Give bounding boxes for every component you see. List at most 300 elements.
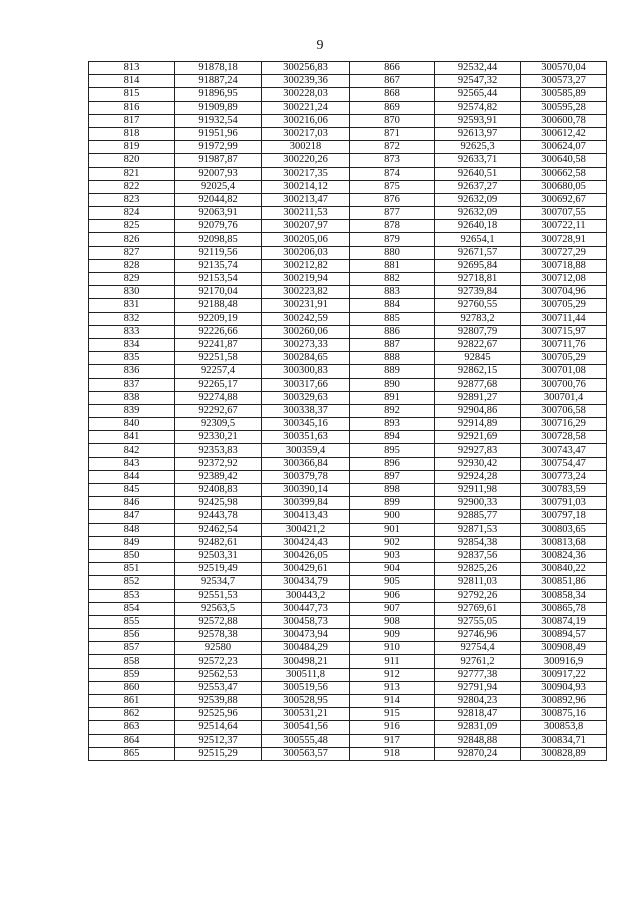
x-coordinate-cell: 92547,32 (435, 75, 521, 88)
y-coordinate-cell: 300528,95 (262, 695, 350, 708)
point-number-cell: 856 (89, 629, 175, 642)
y-coordinate-cell: 300612,42 (521, 127, 607, 140)
page-number: 9 (316, 38, 324, 53)
y-coordinate-cell: 300458,73 (262, 615, 350, 628)
table-row (89, 642, 607, 655)
y-coordinate-cell: 300421,2 (262, 523, 350, 536)
x-coordinate-cell: 92746,96 (435, 629, 521, 642)
y-coordinate-cell: 300840,22 (521, 563, 607, 576)
point-number-cell: 831 (89, 299, 175, 312)
x-coordinate-cell: 91896,95 (175, 88, 262, 101)
y-coordinate-cell: 300705,29 (521, 352, 607, 365)
x-coordinate-cell: 92563,5 (175, 602, 262, 615)
point-number-cell: 894 (350, 431, 435, 444)
point-number-cell: 819 (89, 141, 175, 154)
table-row (89, 404, 607, 417)
x-coordinate-cell: 92519,49 (175, 563, 262, 576)
point-number-cell: 893 (350, 418, 435, 431)
x-coordinate-cell: 92911,98 (435, 484, 521, 497)
x-coordinate-cell: 92098,85 (175, 233, 262, 246)
y-coordinate-cell: 300484,29 (262, 642, 350, 655)
point-number-cell: 865 (89, 747, 175, 760)
y-coordinate-cell: 300716,29 (521, 418, 607, 431)
point-number-cell: 840 (89, 418, 175, 431)
x-coordinate-cell: 92226,66 (175, 325, 262, 338)
x-coordinate-cell: 92831,09 (435, 721, 521, 734)
x-coordinate-cell: 92425,98 (175, 497, 262, 510)
x-coordinate-cell: 91909,89 (175, 101, 262, 114)
x-coordinate-cell: 92372,92 (175, 457, 262, 470)
y-coordinate-cell: 300300,83 (262, 365, 350, 378)
x-coordinate-cell: 92578,38 (175, 629, 262, 642)
table-row (89, 734, 607, 747)
table-row (89, 286, 607, 299)
table-row (89, 484, 607, 497)
x-coordinate-cell: 92769,61 (435, 602, 521, 615)
x-coordinate-cell: 92241,87 (175, 338, 262, 351)
x-coordinate-cell: 91932,54 (175, 114, 262, 127)
point-number-cell: 853 (89, 589, 175, 602)
x-coordinate-cell: 92274,88 (175, 391, 262, 404)
point-number-cell: 874 (350, 167, 435, 180)
point-number-cell: 913 (350, 681, 435, 694)
point-number-cell: 899 (350, 497, 435, 510)
y-coordinate-cell: 300207,97 (262, 220, 350, 233)
y-coordinate-cell: 300498,21 (262, 655, 350, 668)
table-row (89, 352, 607, 365)
point-number-cell: 857 (89, 642, 175, 655)
x-coordinate-cell: 92553,47 (175, 681, 262, 694)
point-number-cell: 895 (350, 444, 435, 457)
point-number-cell: 867 (350, 75, 435, 88)
table-row (89, 101, 607, 114)
table-row (89, 273, 607, 286)
y-coordinate-cell: 300711,76 (521, 338, 607, 351)
point-number-cell: 878 (350, 220, 435, 233)
x-coordinate-cell: 92792,26 (435, 589, 521, 602)
x-coordinate-cell: 92572,23 (175, 655, 262, 668)
point-number-cell: 868 (350, 88, 435, 101)
table-row (89, 325, 607, 338)
x-coordinate-cell: 92891,27 (435, 391, 521, 404)
y-coordinate-cell: 300213,47 (262, 193, 350, 206)
y-coordinate-cell: 300743,47 (521, 444, 607, 457)
y-coordinate-cell: 300218 (262, 141, 350, 154)
y-coordinate-cell: 300715,97 (521, 325, 607, 338)
x-coordinate-cell: 92353,83 (175, 444, 262, 457)
x-coordinate-cell: 92551,53 (175, 589, 262, 602)
x-coordinate-cell: 92153,54 (175, 273, 262, 286)
y-coordinate-cell: 300399,84 (262, 497, 350, 510)
point-number-cell: 826 (89, 233, 175, 246)
table-row (89, 721, 607, 734)
x-coordinate-cell: 92877,68 (435, 378, 521, 391)
y-coordinate-cell: 300239,36 (262, 75, 350, 88)
y-coordinate-cell: 300754,47 (521, 457, 607, 470)
table-row (89, 549, 607, 562)
y-coordinate-cell: 300379,78 (262, 470, 350, 483)
x-coordinate-cell: 92848,88 (435, 734, 521, 747)
point-number-cell: 897 (350, 470, 435, 483)
point-number-cell: 814 (89, 75, 175, 88)
y-coordinate-cell: 300273,33 (262, 338, 350, 351)
y-coordinate-cell: 300211,53 (262, 207, 350, 220)
point-number-cell: 883 (350, 286, 435, 299)
table-row (89, 470, 607, 483)
point-number-cell: 877 (350, 207, 435, 220)
y-coordinate-cell: 300214,12 (262, 180, 350, 193)
x-coordinate-cell: 92921,69 (435, 431, 521, 444)
y-coordinate-cell: 300791,03 (521, 497, 607, 510)
x-coordinate-cell: 92695,84 (435, 259, 521, 272)
point-number-cell: 824 (89, 207, 175, 220)
point-number-cell: 907 (350, 602, 435, 615)
point-number-cell: 816 (89, 101, 175, 114)
x-coordinate-cell: 92811,03 (435, 576, 521, 589)
point-number-cell: 829 (89, 273, 175, 286)
point-number-cell: 861 (89, 695, 175, 708)
y-coordinate-cell: 300707,55 (521, 207, 607, 220)
y-coordinate-cell: 300424,43 (262, 536, 350, 549)
point-number-cell: 903 (350, 549, 435, 562)
y-coordinate-cell: 300813,68 (521, 536, 607, 549)
y-coordinate-cell: 300834,71 (521, 734, 607, 747)
y-coordinate-cell: 300221,24 (262, 101, 350, 114)
x-coordinate-cell: 92539,88 (175, 695, 262, 708)
point-number-cell: 817 (89, 114, 175, 127)
x-coordinate-cell: 92862,15 (435, 365, 521, 378)
x-coordinate-cell: 92671,57 (435, 246, 521, 259)
y-coordinate-cell: 300892,96 (521, 695, 607, 708)
point-number-cell: 821 (89, 167, 175, 180)
table-row (89, 180, 607, 193)
y-coordinate-cell: 300917,22 (521, 668, 607, 681)
x-coordinate-cell: 92170,04 (175, 286, 262, 299)
y-coordinate-cell: 300447,73 (262, 602, 350, 615)
y-coordinate-cell: 300443,2 (262, 589, 350, 602)
x-coordinate-cell: 92389,42 (175, 470, 262, 483)
table-row (89, 193, 607, 206)
x-coordinate-cell: 92885,77 (435, 510, 521, 523)
point-number-cell: 882 (350, 273, 435, 286)
point-number-cell: 863 (89, 721, 175, 734)
table-row (89, 207, 607, 220)
point-number-cell: 915 (350, 708, 435, 721)
point-number-cell: 851 (89, 563, 175, 576)
x-coordinate-cell: 92482,61 (175, 536, 262, 549)
table-row (89, 378, 607, 391)
point-number-cell: 898 (350, 484, 435, 497)
table-row (89, 391, 607, 404)
y-coordinate-cell: 300531,21 (262, 708, 350, 721)
y-coordinate-cell: 300824,36 (521, 549, 607, 562)
point-number-cell: 835 (89, 352, 175, 365)
y-coordinate-cell: 300511,8 (262, 668, 350, 681)
point-number-cell: 892 (350, 404, 435, 417)
y-coordinate-cell: 300317,66 (262, 378, 350, 391)
table-row (89, 338, 607, 351)
y-coordinate-cell: 300701,4 (521, 391, 607, 404)
point-number-cell: 876 (350, 193, 435, 206)
y-coordinate-cell: 300570,04 (521, 62, 607, 75)
y-coordinate-cell: 300366,84 (262, 457, 350, 470)
point-number-cell: 822 (89, 180, 175, 193)
point-number-cell: 896 (350, 457, 435, 470)
point-number-cell: 889 (350, 365, 435, 378)
y-coordinate-cell: 300541,56 (262, 721, 350, 734)
x-coordinate-cell: 91987,87 (175, 154, 262, 167)
coordinates-table (88, 61, 607, 761)
point-number-cell: 905 (350, 576, 435, 589)
x-coordinate-cell: 91972,99 (175, 141, 262, 154)
point-number-cell: 918 (350, 747, 435, 760)
y-coordinate-cell: 300242,59 (262, 312, 350, 325)
x-coordinate-cell: 92640,51 (435, 167, 521, 180)
point-number-cell: 904 (350, 563, 435, 576)
table-row (89, 655, 607, 668)
point-number-cell: 815 (89, 88, 175, 101)
y-coordinate-cell: 300573,27 (521, 75, 607, 88)
y-coordinate-cell: 300692,67 (521, 193, 607, 206)
x-coordinate-cell: 92462,54 (175, 523, 262, 536)
x-coordinate-cell: 92079,76 (175, 220, 262, 233)
y-coordinate-cell: 300700,76 (521, 378, 607, 391)
y-coordinate-cell: 300783,59 (521, 484, 607, 497)
point-number-cell: 885 (350, 312, 435, 325)
y-coordinate-cell: 300212,82 (262, 259, 350, 272)
table-row (89, 62, 607, 75)
y-coordinate-cell: 300640,58 (521, 154, 607, 167)
x-coordinate-cell: 92754,4 (435, 642, 521, 655)
table-row (89, 615, 607, 628)
x-coordinate-cell: 92209,19 (175, 312, 262, 325)
table-row (89, 88, 607, 101)
x-coordinate-cell: 92574,82 (435, 101, 521, 114)
point-number-cell: 858 (89, 655, 175, 668)
table-row (89, 299, 607, 312)
x-coordinate-cell: 92640,18 (435, 220, 521, 233)
y-coordinate-cell: 300712,08 (521, 273, 607, 286)
table-row (89, 510, 607, 523)
x-coordinate-cell: 92904,86 (435, 404, 521, 417)
point-number-cell: 911 (350, 655, 435, 668)
x-coordinate-cell: 92791,94 (435, 681, 521, 694)
x-coordinate-cell: 92783,2 (435, 312, 521, 325)
x-coordinate-cell: 91951,96 (175, 127, 262, 140)
x-coordinate-cell: 92632,09 (435, 207, 521, 220)
y-coordinate-cell: 300680,05 (521, 180, 607, 193)
x-coordinate-cell: 92514,64 (175, 721, 262, 734)
y-coordinate-cell: 300704,96 (521, 286, 607, 299)
point-number-cell: 873 (350, 154, 435, 167)
x-coordinate-cell: 92818,47 (435, 708, 521, 721)
x-coordinate-cell: 92532,44 (435, 62, 521, 75)
point-number-cell: 902 (350, 536, 435, 549)
y-coordinate-cell: 300705,29 (521, 299, 607, 312)
table-row (89, 418, 607, 431)
x-coordinate-cell: 92927,83 (435, 444, 521, 457)
x-coordinate-cell: 92007,93 (175, 167, 262, 180)
y-coordinate-cell: 300359,4 (262, 444, 350, 457)
x-coordinate-cell: 92914,89 (435, 418, 521, 431)
y-coordinate-cell: 300908,49 (521, 642, 607, 655)
y-coordinate-cell: 300231,91 (262, 299, 350, 312)
x-coordinate-cell: 92515,29 (175, 747, 262, 760)
point-number-cell: 855 (89, 615, 175, 628)
x-coordinate-cell: 92871,53 (435, 523, 521, 536)
table-row (89, 708, 607, 721)
point-number-cell: 910 (350, 642, 435, 655)
y-coordinate-cell: 300718,88 (521, 259, 607, 272)
x-coordinate-cell: 92633,71 (435, 154, 521, 167)
x-coordinate-cell: 92265,17 (175, 378, 262, 391)
x-coordinate-cell: 92565,44 (435, 88, 521, 101)
y-coordinate-cell: 300519,56 (262, 681, 350, 694)
y-coordinate-cell: 300828,89 (521, 747, 607, 760)
y-coordinate-cell: 300773,24 (521, 470, 607, 483)
x-coordinate-cell: 92637,27 (435, 180, 521, 193)
x-coordinate-cell: 91878,18 (175, 62, 262, 75)
y-coordinate-cell: 300728,58 (521, 431, 607, 444)
y-coordinate-cell: 300434,79 (262, 576, 350, 589)
point-number-cell: 879 (350, 233, 435, 246)
table-row (89, 497, 607, 510)
point-number-cell: 866 (350, 62, 435, 75)
x-coordinate-cell: 92822,67 (435, 338, 521, 351)
x-coordinate-cell: 92761,2 (435, 655, 521, 668)
table-row (89, 141, 607, 154)
table-row (89, 365, 607, 378)
x-coordinate-cell: 92718,81 (435, 273, 521, 286)
x-coordinate-cell: 92572,88 (175, 615, 262, 628)
point-number-cell: 833 (89, 325, 175, 338)
point-number-cell: 859 (89, 668, 175, 681)
table-row (89, 233, 607, 246)
table-row (89, 589, 607, 602)
table-row (89, 681, 607, 694)
x-coordinate-cell: 92755,05 (435, 615, 521, 628)
x-coordinate-cell: 92562,53 (175, 668, 262, 681)
point-number-cell: 852 (89, 576, 175, 589)
point-number-cell: 881 (350, 259, 435, 272)
y-coordinate-cell: 300728,91 (521, 233, 607, 246)
table-row (89, 431, 607, 444)
point-number-cell: 891 (350, 391, 435, 404)
y-coordinate-cell: 300217,03 (262, 127, 350, 140)
table-row (89, 127, 607, 140)
y-coordinate-cell: 300865,78 (521, 602, 607, 615)
y-coordinate-cell: 300624,07 (521, 141, 607, 154)
y-coordinate-cell: 300351,63 (262, 431, 350, 444)
point-number-cell: 849 (89, 536, 175, 549)
point-number-cell: 850 (89, 549, 175, 562)
point-number-cell: 825 (89, 220, 175, 233)
point-number-cell: 823 (89, 193, 175, 206)
point-number-cell: 813 (89, 62, 175, 75)
y-coordinate-cell: 300284,65 (262, 352, 350, 365)
point-number-cell: 875 (350, 180, 435, 193)
y-coordinate-cell: 300205,06 (262, 233, 350, 246)
point-number-cell: 871 (350, 127, 435, 140)
x-coordinate-cell: 92408,83 (175, 484, 262, 497)
y-coordinate-cell: 300413,43 (262, 510, 350, 523)
x-coordinate-cell: 92135,74 (175, 259, 262, 272)
point-number-cell: 837 (89, 378, 175, 391)
x-coordinate-cell: 92534,7 (175, 576, 262, 589)
y-coordinate-cell: 300219,94 (262, 273, 350, 286)
y-coordinate-cell: 300904,93 (521, 681, 607, 694)
point-number-cell: 834 (89, 338, 175, 351)
x-coordinate-cell: 92777,38 (435, 668, 521, 681)
point-number-cell: 818 (89, 127, 175, 140)
table-row (89, 75, 607, 88)
table-row (89, 668, 607, 681)
point-number-cell: 901 (350, 523, 435, 536)
x-coordinate-cell: 92924,28 (435, 470, 521, 483)
x-coordinate-cell: 92807,79 (435, 325, 521, 338)
point-number-cell: 887 (350, 338, 435, 351)
point-number-cell: 844 (89, 470, 175, 483)
table-row (89, 576, 607, 589)
x-coordinate-cell: 92837,56 (435, 549, 521, 562)
y-coordinate-cell: 300600,78 (521, 114, 607, 127)
point-number-cell: 838 (89, 391, 175, 404)
y-coordinate-cell: 300585,89 (521, 88, 607, 101)
y-coordinate-cell: 300329,63 (262, 391, 350, 404)
y-coordinate-cell: 300662,58 (521, 167, 607, 180)
x-coordinate-cell: 92739,84 (435, 286, 521, 299)
table-row (89, 747, 607, 760)
x-coordinate-cell: 92044,82 (175, 193, 262, 206)
point-number-cell: 841 (89, 431, 175, 444)
y-coordinate-cell: 300706,58 (521, 404, 607, 417)
y-coordinate-cell: 300727,29 (521, 246, 607, 259)
point-number-cell: 914 (350, 695, 435, 708)
y-coordinate-cell: 300338,37 (262, 404, 350, 417)
y-coordinate-cell: 300803,65 (521, 523, 607, 536)
y-coordinate-cell: 300223,82 (262, 286, 350, 299)
x-coordinate-cell: 92512,37 (175, 734, 262, 747)
x-coordinate-cell: 92760,55 (435, 299, 521, 312)
point-number-cell: 886 (350, 325, 435, 338)
table-row (89, 523, 607, 536)
y-coordinate-cell: 300851,86 (521, 576, 607, 589)
y-coordinate-cell: 300894,57 (521, 629, 607, 642)
table-row (89, 259, 607, 272)
table-row (89, 154, 607, 167)
point-number-cell: 869 (350, 101, 435, 114)
x-coordinate-cell: 92292,67 (175, 404, 262, 417)
x-coordinate-cell: 92632,09 (435, 193, 521, 206)
y-coordinate-cell: 300220,26 (262, 154, 350, 167)
table-row (89, 602, 607, 615)
x-coordinate-cell: 92257,4 (175, 365, 262, 378)
x-coordinate-cell: 92025,4 (175, 180, 262, 193)
point-number-cell: 847 (89, 510, 175, 523)
y-coordinate-cell: 300711,44 (521, 312, 607, 325)
point-number-cell: 908 (350, 615, 435, 628)
point-number-cell: 830 (89, 286, 175, 299)
x-coordinate-cell: 92654,1 (435, 233, 521, 246)
table-row (89, 457, 607, 470)
y-coordinate-cell: 300874,19 (521, 615, 607, 628)
x-coordinate-cell: 92119,56 (175, 246, 262, 259)
x-coordinate-cell: 92443,78 (175, 510, 262, 523)
point-number-cell: 839 (89, 404, 175, 417)
y-coordinate-cell: 300858,34 (521, 589, 607, 602)
table-row (89, 695, 607, 708)
y-coordinate-cell: 300206,03 (262, 246, 350, 259)
